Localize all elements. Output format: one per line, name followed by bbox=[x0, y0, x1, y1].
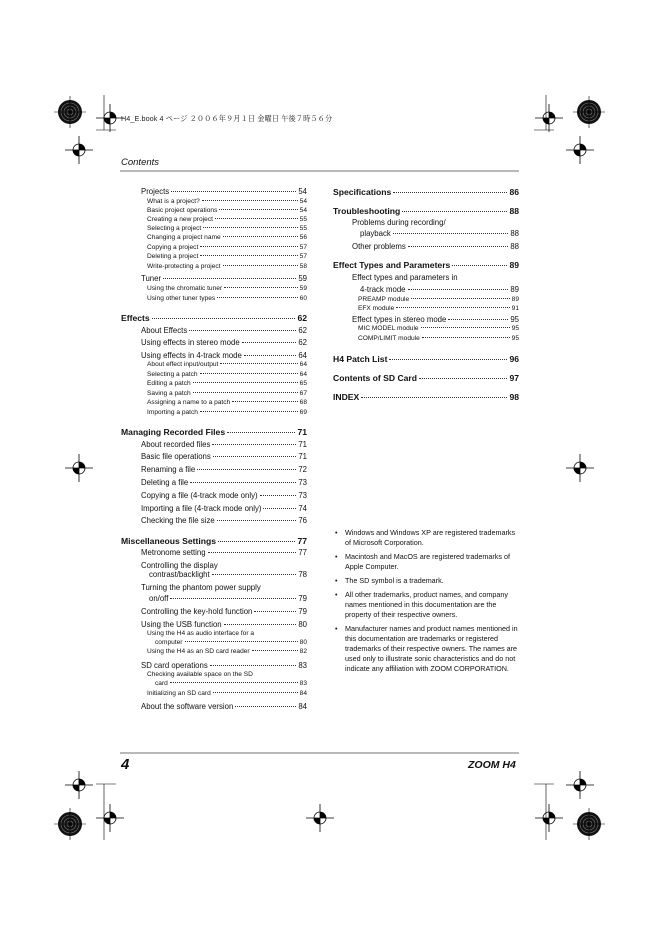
toc-leader-dots bbox=[189, 330, 296, 331]
toc-entry-title: Importing a patch bbox=[147, 409, 198, 416]
toc-entry-title: Selecting a project bbox=[147, 225, 202, 232]
toc-page-number: 78 bbox=[298, 570, 307, 579]
top-rule bbox=[120, 170, 519, 172]
toc-left-entry[interactable] bbox=[147, 216, 307, 223]
toc-left-entry[interactable] bbox=[141, 491, 307, 500]
toc-page-number: 98 bbox=[509, 392, 519, 402]
toc-entry-title: Using the H4 as audio interface for a bbox=[147, 630, 255, 637]
toc-right-entry[interactable] bbox=[360, 285, 519, 294]
toc-page-number: 65 bbox=[299, 380, 307, 387]
toc-entry-title: EFX module bbox=[358, 305, 395, 312]
toc-left-entry[interactable] bbox=[141, 661, 307, 670]
toc-right-entry[interactable] bbox=[352, 242, 519, 251]
toc-left-entry[interactable] bbox=[147, 371, 307, 378]
toc-entry-title: Controlling the display bbox=[141, 561, 218, 570]
file-info-header: H4_E.book 4 ページ ２００６年９月１日 金曜日 午後７時５６分 bbox=[121, 114, 333, 123]
toc-entry-title: MIC MODEL module bbox=[358, 325, 419, 332]
toc-page-number: 64 bbox=[298, 351, 307, 360]
toc-page-number: 88 bbox=[510, 229, 519, 238]
page-number: 4 bbox=[121, 756, 130, 773]
toc-left-entry[interactable] bbox=[147, 285, 307, 292]
toc-leader-dots bbox=[170, 598, 296, 599]
toc-entry-title: Using effects in 4-track mode bbox=[141, 351, 242, 360]
toc-page-number: 58 bbox=[299, 263, 307, 270]
toc-leader-dots bbox=[263, 508, 296, 509]
toc-entry-title: Projects bbox=[141, 187, 170, 196]
toc-leader-dots bbox=[212, 444, 296, 445]
toc-left-entry[interactable] bbox=[141, 583, 307, 592]
toc-entry-title: card bbox=[155, 680, 168, 687]
toc-right-entry[interactable] bbox=[333, 206, 519, 216]
toc-page-number: 54 bbox=[298, 187, 307, 196]
bottom-rule bbox=[120, 752, 519, 754]
toc-left-entry[interactable] bbox=[147, 225, 307, 232]
toc-leader-dots bbox=[213, 456, 297, 457]
toc-leader-dots bbox=[421, 327, 510, 328]
toc-left-entry[interactable] bbox=[121, 427, 307, 437]
toc-left-entry[interactable] bbox=[141, 338, 307, 347]
toc-right-entry[interactable] bbox=[358, 325, 519, 332]
toc-entry-title: About recorded files bbox=[141, 440, 211, 449]
toc-leader-dots bbox=[163, 278, 296, 279]
toc-left-entry[interactable] bbox=[147, 409, 307, 416]
toc-page-number: 88 bbox=[510, 242, 519, 251]
toc-page-number: 79 bbox=[298, 607, 307, 616]
toc-leader-dots bbox=[171, 191, 296, 192]
toc-page-number: 86 bbox=[509, 187, 519, 197]
toc-page-number: 62 bbox=[297, 313, 307, 323]
toc-entry-title: Editing a patch bbox=[147, 380, 191, 387]
toc-right-entry[interactable] bbox=[358, 305, 519, 312]
toc-leader-dots bbox=[223, 236, 298, 237]
toc-leader-dots bbox=[219, 209, 297, 210]
toc-entry-title: Troubleshooting bbox=[333, 206, 401, 216]
toc-entry-title: Basic file operations bbox=[141, 452, 211, 461]
toc-page-number: 54 bbox=[299, 198, 307, 205]
toc-leader-dots bbox=[224, 287, 298, 288]
toc-entry-title: computer bbox=[155, 639, 183, 646]
toc-right-entry[interactable] bbox=[358, 335, 519, 342]
toc-entry-title: Initializing an SD card bbox=[147, 690, 211, 697]
toc-leader-dots bbox=[152, 318, 296, 319]
toc-left-entry[interactable] bbox=[147, 380, 307, 387]
toc-entry-title: Effect Types and Parameters bbox=[333, 260, 451, 270]
toc-left-entry[interactable] bbox=[141, 187, 307, 196]
toc-left-entry[interactable] bbox=[141, 561, 307, 570]
toc-entry-title: Problems during recording/ bbox=[352, 218, 446, 227]
toc-left-entry[interactable] bbox=[147, 630, 307, 637]
toc-left-entry[interactable] bbox=[141, 351, 307, 360]
toc-entry-title: Changing a project name bbox=[147, 234, 221, 241]
toc-page-number: 96 bbox=[509, 354, 519, 364]
toc-page-number: 59 bbox=[299, 285, 307, 292]
toc-leader-dots bbox=[244, 355, 296, 356]
toc-leader-dots bbox=[170, 682, 298, 683]
toc-entry-title: About the software version bbox=[141, 702, 234, 711]
toc-left-entry[interactable] bbox=[147, 390, 307, 397]
toc-left-entry[interactable] bbox=[141, 607, 307, 616]
toc-entry-title: Copying a file (4-track mode only) bbox=[141, 491, 258, 500]
toc-leader-dots bbox=[448, 319, 508, 320]
toc-entry-title: Effects bbox=[121, 313, 150, 323]
toc-entry-title: INDEX bbox=[333, 392, 360, 402]
trademark-notes bbox=[335, 528, 521, 678]
toc-entry-title: Miscellaneous Settings bbox=[121, 536, 217, 546]
toc-entry-title: Other problems bbox=[352, 242, 406, 251]
toc-page-number: 76 bbox=[298, 516, 307, 525]
toc-right-entry[interactable] bbox=[358, 296, 519, 303]
toc-left-entry[interactable] bbox=[141, 326, 307, 335]
toc-page-number: 95 bbox=[510, 315, 519, 324]
toc-leader-dots bbox=[185, 641, 298, 642]
toc-page-number: 69 bbox=[299, 409, 307, 416]
toc-left-entry[interactable] bbox=[141, 548, 307, 557]
toc-leader-dots bbox=[200, 255, 297, 256]
toc-page-number: 95 bbox=[511, 335, 519, 342]
toc-leader-dots bbox=[227, 432, 295, 433]
toc-entry-title: Deleting a file bbox=[141, 478, 189, 487]
toc-page-number: 77 bbox=[297, 536, 307, 546]
toc-entry-title: Renaming a file bbox=[141, 465, 196, 474]
toc-left-entry[interactable] bbox=[149, 570, 307, 579]
toc-leader-dots bbox=[422, 337, 510, 338]
toc-right-entry[interactable] bbox=[333, 187, 519, 197]
toc-leader-dots bbox=[260, 495, 297, 496]
section-title: Contents bbox=[121, 157, 160, 168]
toc-left-entry[interactable] bbox=[121, 536, 307, 546]
toc-leader-dots bbox=[193, 392, 298, 393]
toc-right-entry[interactable] bbox=[333, 392, 519, 402]
toc-left-entry[interactable] bbox=[147, 690, 307, 697]
toc-left-entry[interactable] bbox=[155, 680, 307, 687]
toc-leader-dots bbox=[419, 378, 507, 379]
toc-leader-dots bbox=[252, 650, 298, 651]
toc-entry-title: H4 Patch List bbox=[333, 354, 388, 364]
toc-left-entry[interactable] bbox=[141, 440, 307, 449]
toc-left-entry[interactable] bbox=[147, 295, 307, 302]
toc-left-entry[interactable] bbox=[147, 198, 307, 205]
toc-leader-dots bbox=[232, 401, 297, 402]
toc-leader-dots bbox=[213, 692, 298, 693]
toc-leader-dots bbox=[235, 706, 296, 707]
toc-entry-title: on/off bbox=[149, 594, 169, 603]
toc-page-number: 80 bbox=[299, 639, 307, 646]
toc-leader-dots bbox=[224, 624, 297, 625]
toc-page-number: 77 bbox=[298, 548, 307, 557]
toc-entry-title: Deleting a project bbox=[147, 253, 199, 260]
toc-entry-title: PREAMP module bbox=[358, 296, 410, 303]
toc-right-entry[interactable] bbox=[360, 229, 519, 238]
toc-entry-title: Tuner bbox=[141, 274, 162, 283]
toc-entry-title: Checking the file size bbox=[141, 516, 215, 525]
toc-left-entry[interactable] bbox=[147, 399, 307, 406]
toc-entry-title: Contents of SD Card bbox=[333, 373, 418, 383]
toc-page-number: 79 bbox=[298, 594, 307, 603]
toc-entry-title: COMP/LIMIT module bbox=[358, 335, 420, 342]
toc-leader-dots bbox=[254, 611, 296, 612]
toc-left-entry[interactable] bbox=[147, 234, 307, 241]
toc-leader-dots bbox=[389, 359, 507, 360]
toc-page-number: 72 bbox=[298, 465, 307, 474]
product-name: ZOOM H4 bbox=[468, 759, 516, 771]
toc-page-number: 57 bbox=[299, 253, 307, 260]
toc-entry-title: About effect input/output bbox=[147, 361, 219, 368]
toc-left-entry[interactable] bbox=[141, 452, 307, 461]
toc-page-number: 95 bbox=[511, 325, 519, 332]
toc-page-number: 56 bbox=[299, 234, 307, 241]
toc-leader-dots bbox=[212, 574, 297, 575]
toc-page-number: 62 bbox=[298, 326, 307, 335]
toc-entry-title: Turning the phantom power supply bbox=[141, 583, 261, 592]
toc-left-entry[interactable] bbox=[147, 648, 307, 655]
toc-entry-title: About Effects bbox=[141, 326, 188, 335]
toc-leader-dots bbox=[200, 373, 298, 374]
toc-entry-title: Using the USB function bbox=[141, 620, 222, 629]
toc-page-number: 62 bbox=[298, 338, 307, 347]
toc-page-number: 84 bbox=[299, 690, 307, 697]
toc-page-number: 74 bbox=[298, 504, 307, 513]
toc-left-entry[interactable] bbox=[141, 516, 307, 525]
toc-right-entry[interactable] bbox=[352, 315, 519, 324]
toc-page-number: 88 bbox=[509, 206, 519, 216]
toc-left-entry[interactable] bbox=[141, 620, 307, 629]
toc-entry-title: What is a project? bbox=[147, 198, 200, 205]
toc-page-number: 55 bbox=[299, 225, 307, 232]
toc-leader-dots bbox=[190, 482, 296, 483]
toc-page-number: 59 bbox=[298, 274, 307, 283]
toc-page-number: 68 bbox=[299, 399, 307, 406]
toc-right-entry[interactable] bbox=[333, 354, 519, 364]
toc-left-entry[interactable] bbox=[141, 478, 307, 487]
note-item: • The SD symbol is a trademark. bbox=[335, 576, 444, 585]
toc-entry-title: Managing Recorded Files bbox=[121, 427, 226, 437]
toc-left-entry[interactable] bbox=[147, 253, 307, 260]
toc-page-number: 54 bbox=[299, 207, 307, 214]
toc-entry-title: SD card operations bbox=[141, 661, 208, 670]
toc-entry-title: Effect types in stereo mode bbox=[352, 315, 447, 324]
toc-right-entry[interactable] bbox=[352, 273, 519, 282]
toc-left-entry[interactable] bbox=[141, 504, 307, 513]
toc-page-number: 60 bbox=[299, 295, 307, 302]
toc-leader-dots bbox=[200, 411, 298, 412]
toc-leader-dots bbox=[208, 552, 297, 553]
toc-leader-dots bbox=[452, 265, 507, 266]
toc-left-entry[interactable] bbox=[147, 671, 307, 678]
toc-leader-dots bbox=[215, 218, 298, 219]
toc-page-number: 80 bbox=[298, 620, 307, 629]
toc-entry-title: Basic project operations bbox=[147, 207, 218, 214]
toc-left-entry[interactable] bbox=[149, 594, 307, 603]
note-item: • Manufacturer names and product names mentioned in this documentation are trademarks or registered trademarks of their respective owners. The names are used only to illustrate sonic characteristics and do not indicate any affiliation with ZOOM CORPORATION. bbox=[335, 624, 518, 673]
toc-entry-title: 4-track mode bbox=[360, 285, 406, 294]
toc-entry-title: playback bbox=[360, 229, 391, 238]
toc-leader-dots bbox=[217, 297, 297, 298]
toc-right-entry[interactable] bbox=[333, 373, 519, 383]
toc-leader-dots bbox=[217, 520, 297, 521]
toc-page-number: 83 bbox=[298, 661, 307, 670]
toc-page-number: 91 bbox=[511, 305, 519, 312]
toc-entry-title: Using effects in stereo mode bbox=[141, 338, 240, 347]
toc-left-entry[interactable] bbox=[155, 639, 307, 646]
toc-page-number: 64 bbox=[299, 361, 307, 368]
toc-entry-title: Assigning a name to a patch bbox=[147, 399, 231, 406]
toc-leader-dots bbox=[411, 298, 509, 299]
toc-leader-dots bbox=[361, 397, 507, 398]
toc-entry-title: Importing a file (4-track mode only) bbox=[141, 504, 262, 513]
toc-entry-title: Controlling the key-hold function bbox=[141, 607, 253, 616]
toc-left-entry[interactable] bbox=[121, 313, 307, 323]
toc-page-number: 89 bbox=[509, 260, 519, 270]
toc-page-number: 73 bbox=[298, 491, 307, 500]
toc-page-number: 82 bbox=[299, 648, 307, 655]
toc-page-number: 64 bbox=[299, 371, 307, 378]
toc-entry-title: Checking available space on the SD bbox=[147, 671, 253, 678]
toc-leader-dots bbox=[218, 541, 295, 542]
toc-leader-dots bbox=[200, 246, 297, 247]
toc-leader-dots bbox=[393, 192, 507, 193]
toc-leader-dots bbox=[193, 382, 298, 383]
toc-entry-title: Specifications bbox=[333, 187, 392, 197]
toc-entry-title: Copying a project bbox=[147, 244, 199, 251]
toc-leader-dots bbox=[393, 233, 509, 234]
toc-page-number: 73 bbox=[298, 478, 307, 487]
toc-entry-title: Saving a patch bbox=[147, 390, 191, 397]
toc-entry-title: Effect types and parameters in bbox=[352, 273, 458, 282]
toc-entry-title: contrast/backlight bbox=[149, 570, 210, 579]
toc-leader-dots bbox=[223, 265, 298, 266]
toc-left-entry[interactable] bbox=[147, 244, 307, 251]
toc-page-number: 83 bbox=[299, 680, 307, 687]
toc-page-number: 89 bbox=[510, 285, 519, 294]
toc-page-number: 67 bbox=[299, 390, 307, 397]
toc-right-entry[interactable] bbox=[333, 260, 519, 270]
toc-page-number: 71 bbox=[297, 427, 307, 437]
toc-leader-dots bbox=[210, 665, 297, 666]
toc-leader-dots bbox=[220, 363, 297, 364]
toc-entry-title: Metronome setting bbox=[141, 548, 206, 557]
toc-entry-title: Using the H4 as an SD card reader bbox=[147, 648, 250, 655]
toc-page-number: 71 bbox=[298, 452, 307, 461]
toc-page-number: 55 bbox=[299, 216, 307, 223]
toc-left-entry[interactable] bbox=[141, 702, 307, 711]
toc-leader-dots bbox=[197, 469, 296, 470]
toc-leader-dots bbox=[202, 200, 298, 201]
note-item: • Macintosh and MacOS are registered trademarks of Apple Computer. bbox=[335, 552, 510, 571]
toc-leader-dots bbox=[408, 289, 509, 290]
toc-page-number: 89 bbox=[511, 296, 519, 303]
toc-leader-dots bbox=[242, 342, 297, 343]
toc-page-number: 57 bbox=[299, 244, 307, 251]
toc-leader-dots bbox=[203, 227, 297, 228]
toc-right-entry[interactable] bbox=[352, 218, 519, 227]
toc-entry-title: Write-protecting a project bbox=[147, 263, 221, 270]
note-item: • Windows and Windows XP are registered trademarks of Microsoft Corporation. bbox=[335, 528, 516, 547]
toc-left-entry[interactable] bbox=[141, 465, 307, 474]
toc-page-number: 97 bbox=[509, 373, 519, 383]
toc-left-entry[interactable] bbox=[147, 361, 307, 368]
toc-entry-title: Using other tuner types bbox=[147, 295, 216, 302]
toc-entry-title: Using the chromatic tuner bbox=[147, 285, 223, 292]
toc-leader-dots bbox=[396, 307, 509, 308]
toc-left-entry[interactable] bbox=[141, 274, 307, 283]
toc-left-entry[interactable] bbox=[147, 207, 307, 214]
toc-leader-dots bbox=[408, 246, 509, 247]
toc-leader-dots bbox=[402, 211, 507, 212]
toc-entry-title: Selecting a patch bbox=[147, 371, 198, 378]
toc-page-number: 71 bbox=[298, 440, 307, 449]
toc-left-entry[interactable] bbox=[147, 263, 307, 270]
toc-entry-title: Creating a new project bbox=[147, 216, 213, 223]
toc-page-number: 84 bbox=[298, 702, 307, 711]
note-item: • All other trademarks, product names, and company names mentioned in this documentation are the property of their respective owners. bbox=[335, 590, 508, 619]
